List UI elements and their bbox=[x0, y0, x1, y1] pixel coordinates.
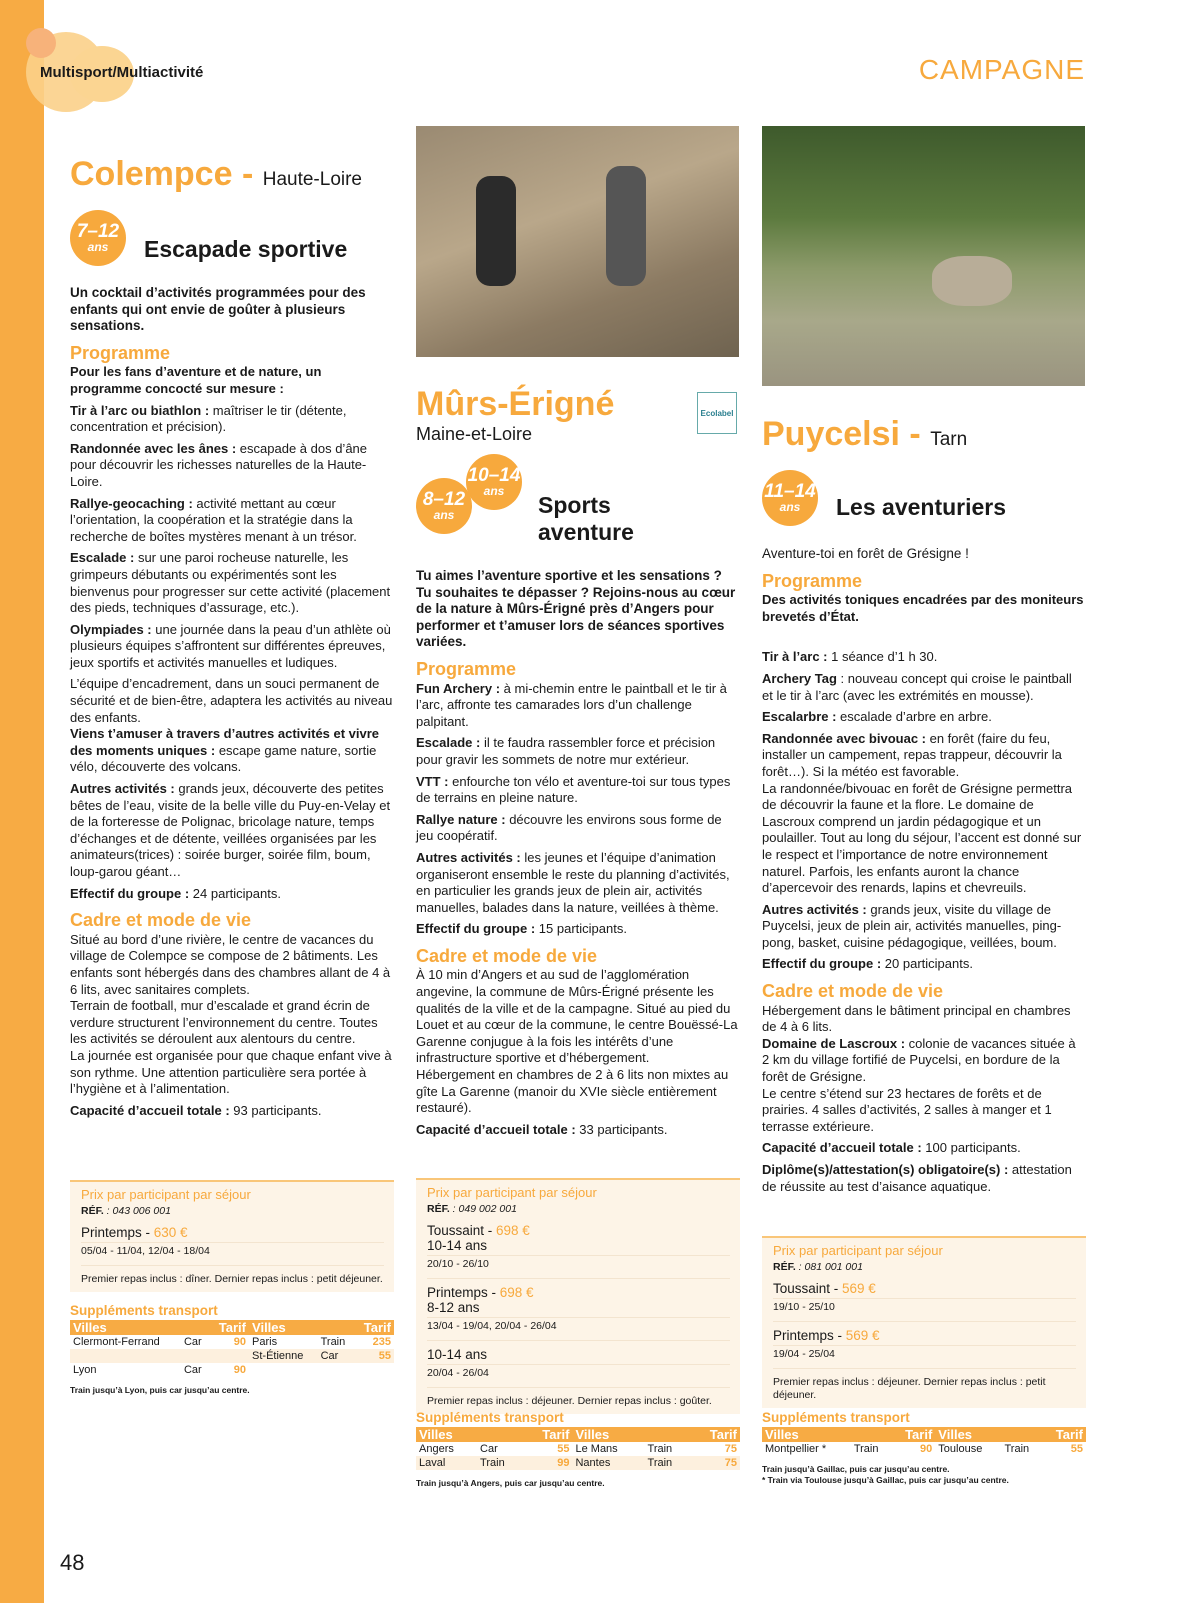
paragraph-text: 24 participants. bbox=[189, 885, 281, 901]
programme-list bbox=[416, 681, 740, 938]
table-row bbox=[416, 1456, 740, 1470]
city: Lyon bbox=[73, 1364, 97, 1376]
climber-figure bbox=[476, 176, 516, 286]
transport-supplements bbox=[416, 1410, 740, 1489]
paragraph-text: sur une paroi rocheuse naturelle, les grimpeurs débutants ou expérimentés sont les bienvenus pour progresser sur cette activité (placement des pieds, techniques d’assurage, etc.). bbox=[70, 550, 391, 616]
paragraph-text: grands jeux, découverte des petites bêtes de l’eau, visite de la belle ville du Puy-en-Velay et de la forteresse de Polignac, bricolage nature, temps d’échanges et de détente, veillées organisées par les animateurs(trices) : soirée burger, soirée film, boum, loup-garou géant… bbox=[70, 781, 391, 879]
side-strip bbox=[0, 0, 44, 1603]
city: Toulouse bbox=[938, 1443, 983, 1455]
paragraph-text: 20 participants. bbox=[881, 956, 973, 972]
ref-label: RÉF. bbox=[81, 1205, 104, 1217]
title-text: Colempce - bbox=[70, 155, 263, 193]
paragraph-lead: Tir à l’arc : bbox=[762, 649, 828, 665]
paragraph bbox=[70, 403, 394, 436]
activity-title: Escapade sportive bbox=[144, 235, 348, 262]
paragraph-lead: Rallye-geocaching : bbox=[70, 495, 193, 511]
tariff: 90 bbox=[233, 1364, 247, 1376]
column-header: Tarif bbox=[209, 1320, 249, 1335]
mode: Train bbox=[477, 1456, 523, 1470]
age-range: 10–14 bbox=[467, 464, 521, 486]
paragraph-text: 100 participants. bbox=[921, 1140, 1021, 1156]
age-activity-row bbox=[762, 470, 1086, 526]
paragraph bbox=[762, 1036, 1086, 1086]
paragraph-text: colonie de vacances située à 2 km du village fortifié de Puycelsi, en bordure de la forêt de Grésigne. bbox=[762, 1035, 1076, 1085]
paragraph-text: les jeunes et l’équipe d’animation organiseront ensemble le reste du planning d’activités, en particulier les grands jeux de plein air, activités manuelles, balades dans la nature, veillées à thème. bbox=[416, 849, 730, 915]
paragraph-text: maîtriser le tir (détente, concentration et précision). bbox=[70, 402, 347, 435]
paragraph-text: 93 participants. bbox=[229, 1102, 322, 1118]
paragraph-lead: Domaine de Lascroux : bbox=[762, 1035, 906, 1051]
price-box bbox=[416, 1178, 740, 1414]
programme-heading: Programme bbox=[762, 570, 863, 591]
age-unit: ans bbox=[483, 483, 505, 498]
age-group: 10-14 ans bbox=[427, 1347, 488, 1362]
paragraph bbox=[70, 496, 394, 546]
ref-number: : 043 006 001 bbox=[103, 1205, 171, 1217]
paragraph bbox=[416, 921, 740, 938]
age-range: 7–12 bbox=[76, 220, 120, 242]
transport-heading: Suppléments transport bbox=[416, 1410, 564, 1425]
city bbox=[249, 1363, 318, 1377]
region: Tarn bbox=[930, 429, 968, 450]
dates: 05/04 - 11/04, 12/04 - 18/04 bbox=[81, 1243, 384, 1266]
paragraph-text: enfourche ton vélo et aventure-toi sur tous types de terrains en pleine nature. bbox=[416, 773, 731, 806]
age-badge bbox=[70, 210, 126, 266]
paragraph-lead: Autres activités : bbox=[762, 901, 867, 917]
season-name: Printemps - bbox=[773, 1328, 846, 1343]
tariff: 235 bbox=[372, 1336, 391, 1348]
climbing-wall-photo bbox=[416, 126, 739, 357]
age-activity-row bbox=[416, 452, 740, 545]
season-name: Toussaint - bbox=[427, 1223, 497, 1238]
paragraph-lead: Fun Archery : bbox=[416, 680, 501, 696]
paragraph-text: une journée dans la peau d’un athlète où plusieurs équipes s’affrontent sur différentes épreuves, jeux sportifs et activités manuelles et ludiques. bbox=[70, 621, 391, 670]
dates: 13/04 - 19/04, 20/04 - 26/04 bbox=[427, 1318, 730, 1341]
paragraph-lead: Autres activités : bbox=[416, 849, 521, 865]
column-header: Villes bbox=[249, 1320, 354, 1335]
paragraph-text: il te faudra rassembler force et précision pour gravir les sommets de notre mur extérieur. bbox=[416, 735, 716, 767]
cadre-list bbox=[70, 932, 394, 1120]
paragraph-lead: Autres activités : bbox=[70, 781, 175, 797]
programme-list bbox=[762, 649, 1086, 973]
ecolabel-logo: Ecolabel bbox=[697, 392, 737, 434]
paragraph bbox=[762, 902, 1086, 952]
table-row bbox=[762, 1442, 1086, 1456]
paragraph bbox=[416, 681, 740, 731]
column-header: Villes bbox=[572, 1427, 690, 1442]
paragraph bbox=[70, 886, 394, 903]
mode: Car bbox=[318, 1349, 355, 1363]
age-activity-row bbox=[70, 210, 394, 266]
paragraph bbox=[762, 1086, 1086, 1136]
tariff: 90 bbox=[233, 1336, 247, 1348]
dates: 20/10 - 26/10 bbox=[427, 1256, 730, 1279]
paragraph bbox=[416, 850, 740, 916]
tariff: 75 bbox=[724, 1443, 737, 1455]
paragraph bbox=[70, 622, 394, 672]
age-unit: ans bbox=[87, 239, 109, 254]
meals-info: Premier repas inclus : déjeuner. Dernier repas inclus : goûter. bbox=[427, 1395, 712, 1407]
paragraph bbox=[416, 812, 740, 845]
column-header: Villes bbox=[935, 1427, 1042, 1442]
mode: Car bbox=[183, 1336, 202, 1348]
tariff: 55 bbox=[354, 1349, 394, 1363]
tariff bbox=[209, 1349, 249, 1363]
price-value: 698 € bbox=[499, 1285, 534, 1300]
paragraph bbox=[416, 774, 740, 807]
paragraph-lead: Escalade : bbox=[416, 735, 481, 751]
ref-label: RÉF. bbox=[773, 1261, 796, 1273]
price-box bbox=[762, 1236, 1086, 1408]
price-value: 569 € bbox=[842, 1281, 876, 1296]
age-badge bbox=[416, 478, 472, 534]
paragraph-text: : nouveau concept qui croise le paintball et le tir à l’arc (avec les extrémités en mousse). bbox=[762, 670, 1072, 703]
intro-text: Un cocktail d’activités programmées pour des enfants qui ont envie de goûter à plusieurs sensations. bbox=[70, 285, 366, 334]
tariff: 75 bbox=[690, 1456, 740, 1470]
column-header: Tarif bbox=[891, 1427, 935, 1442]
paragraph-lead: Capacité d’accueil totale : bbox=[416, 1121, 576, 1137]
dates: 19/10 - 25/10 bbox=[773, 1299, 1076, 1322]
paragraph bbox=[70, 1048, 394, 1098]
city: Clermont-Ferrand bbox=[73, 1336, 160, 1348]
page-number: 48 bbox=[60, 1550, 85, 1575]
paragraph-text: escape game nature, sortie vélo, découverte des volcans. bbox=[70, 742, 377, 775]
region: Maine-et-Loire bbox=[416, 424, 533, 444]
mode: Train bbox=[853, 1443, 879, 1455]
ref-number: : 081 001 001 bbox=[795, 1261, 863, 1273]
mode bbox=[318, 1363, 355, 1377]
city: St-Étienne bbox=[249, 1349, 318, 1363]
city bbox=[70, 1349, 181, 1363]
season-name: Printemps - bbox=[81, 1225, 154, 1240]
paragraph-lead: Randonnée avec bivouac : bbox=[762, 730, 926, 746]
city: Paris bbox=[252, 1336, 278, 1348]
title-text: Puycelsi - bbox=[762, 415, 931, 453]
activity-title: Sports aventure bbox=[538, 492, 634, 545]
table-row bbox=[416, 1442, 740, 1456]
paragraph-lead: Diplôme(s)/attestation(s) obligatoire(s) : bbox=[762, 1162, 1009, 1177]
paragraph-text: La journée est organisée pour que chaque enfant vive à son rythme. Une attention particulière sera portée à l’hygiène et à l’alimentation. bbox=[70, 1047, 392, 1097]
paragraph bbox=[70, 781, 394, 881]
theme-label: CAMPAGNE bbox=[918, 54, 1085, 85]
column-header: Villes bbox=[416, 1427, 523, 1442]
transport-supplements bbox=[762, 1410, 1086, 1486]
intro-text: Tu aimes l’aventure sportive et les sensations ? Tu souhaites te dépasser ? Rejoins-nous au cœur de la nature à Mûrs-Érigné près d’Angers pour performer et t’amuser lors de séances sportives variées. bbox=[416, 568, 736, 650]
paragraph-lead: VTT : bbox=[416, 773, 449, 789]
paragraph-text: La randonnée/bivouac en forêt de Grésigne permettra de découvrir la faune et la flore. Le domaine de Lascroux comprend un jardin pédagogique et un poulailler. Tout au long du séjour, l’accent est donné sur le respect et l’importance de notre environnement naturel. Parfois, les enfants auront la chance d’apercevoir des renards, lapins et chevreuils. bbox=[762, 780, 1082, 896]
destination-title bbox=[70, 154, 394, 200]
paragraph-text: Terrain de football, mur d’escalade et grand écrin de verdure structurent l’environnement du centre. Toutes les activités se déroulent aux alentours du centre. bbox=[70, 998, 378, 1047]
cadre-heading: Cadre et mode de vie bbox=[762, 981, 944, 1002]
age-group: 8-12 ans bbox=[427, 1300, 480, 1315]
paragraph-text: Le centre s’étend sur 23 hectares de forêts et de prairies. 4 salles d’activités, 2 salles à manger et 1 terrasse extérieure. bbox=[762, 1085, 1052, 1134]
column-colempce bbox=[70, 154, 394, 1124]
meals-info: Premier repas inclus : dîner. Dernier repas inclus : petit déjeuner. bbox=[81, 1273, 383, 1285]
paragraph-text: escapade à dos d’âne pour découvrir les richesses naturelles de la Haute-Loire. bbox=[70, 440, 368, 489]
cadre-list bbox=[416, 967, 740, 1138]
campfire-group-photo bbox=[762, 126, 1085, 386]
paragraph-lead: Randonnée avec les ânes : bbox=[70, 440, 237, 456]
note-line: * Train via Toulouse jusqu’à Gaillac, puis car jusqu’au centre. bbox=[762, 1475, 1009, 1485]
tariff: 55 bbox=[557, 1443, 570, 1455]
age-unit: ans bbox=[433, 507, 455, 522]
tariff bbox=[354, 1363, 394, 1377]
mode: Car bbox=[183, 1364, 202, 1376]
intro-text: Aventure-toi en forêt de Grésigne ! bbox=[762, 546, 969, 561]
mode: Train bbox=[320, 1336, 346, 1348]
transport-supplements bbox=[70, 1303, 394, 1396]
column-header: Tarif bbox=[690, 1427, 740, 1442]
paragraph-lead: Olympiades : bbox=[70, 621, 152, 637]
paragraph-text: escalade d’arbre en arbre. bbox=[836, 709, 992, 725]
paragraph-lead: Effectif du groupe : bbox=[416, 921, 536, 937]
paragraph-lead: Capacité d’accueil totale : bbox=[70, 1102, 230, 1118]
age-group: 10-14 ans bbox=[427, 1238, 488, 1253]
region: Haute-Loire bbox=[262, 169, 362, 190]
paragraph bbox=[416, 1122, 740, 1139]
paragraph-text: en forêt (faire du feu, installer un campement, repas trappeur, découvrir la forêt…). Si la météo est favorable. bbox=[762, 730, 1062, 779]
cadre-heading: Cadre et mode de vie bbox=[416, 945, 598, 966]
column-header: Tarif bbox=[523, 1427, 573, 1442]
paragraph-text: L’équipe d’encadrement, dans un souci permanent de sécurité et de bien-être, adaptera les activités au niveau des enfants. bbox=[70, 676, 393, 725]
transport-notes bbox=[416, 1478, 740, 1489]
paragraph-text: Hébergement dans le bâtiment principal en chambres de 4 à 6 lits. bbox=[762, 1002, 1071, 1035]
price-box bbox=[70, 1180, 394, 1292]
paragraph-text: à mi-chemin entre le paintball et le tir à l’arc, affronte tes camarades lors d’un challenge palpitant. bbox=[416, 680, 727, 729]
paragraph-lead: Effectif du groupe : bbox=[762, 956, 882, 972]
tariff: 99 bbox=[523, 1456, 573, 1470]
paragraph bbox=[762, 709, 1086, 726]
transport-notes bbox=[70, 1385, 394, 1396]
price-heading: Prix par participant par séjour bbox=[773, 1243, 943, 1258]
column-puycelsi bbox=[762, 414, 1086, 1200]
destination-title: Mûrs-Érigné bbox=[416, 385, 615, 423]
season-price bbox=[427, 1223, 730, 1256]
mode: Train bbox=[647, 1443, 673, 1455]
paragraph-lead: Escalarbre : bbox=[762, 709, 837, 725]
paragraph bbox=[762, 1003, 1086, 1036]
season-price bbox=[81, 1225, 384, 1243]
price-value: 569 € bbox=[845, 1328, 880, 1343]
table-row bbox=[70, 1349, 394, 1363]
transport-notes bbox=[762, 1464, 1086, 1486]
price-heading: Prix par participant par séjour bbox=[81, 1187, 251, 1202]
paragraph-text: grands jeux, visite du village de Puycelsi, jeux de plein air, activités manuelles, ping-pong, basket, cuisine pédagogique, veillées, boum. bbox=[762, 901, 1062, 950]
column-header: Tarif bbox=[354, 1320, 394, 1335]
city: Nantes bbox=[572, 1456, 644, 1470]
programme-list bbox=[70, 403, 394, 903]
price-value: 630 € bbox=[153, 1225, 188, 1240]
transport-heading: Suppléments transport bbox=[70, 1303, 218, 1318]
paragraph-text: activité mettant au cœur l’orientation, la coopération et la stratégie dans la recherche de boîtes mystères menant à un trésor. bbox=[70, 495, 357, 544]
season-name: Toussaint - bbox=[773, 1281, 843, 1296]
city: Laval bbox=[416, 1456, 477, 1470]
ref-number: : 049 002 001 bbox=[449, 1203, 517, 1215]
city: Le Mans bbox=[575, 1443, 618, 1455]
cadre-heading: Cadre et mode de vie bbox=[70, 910, 252, 931]
paragraph-lead: Capacité d’accueil totale : bbox=[762, 1140, 922, 1156]
transport-heading: Suppléments transport bbox=[762, 1410, 910, 1425]
city: Montpellier * bbox=[765, 1443, 827, 1455]
paragraph-text: découvre les environs sous forme de jeu coopératif. bbox=[416, 811, 722, 844]
paragraph bbox=[416, 735, 740, 768]
paragraph bbox=[762, 781, 1086, 897]
paragraph bbox=[762, 649, 1086, 666]
paragraph-text: 1 séance d’1 h 30. bbox=[827, 649, 938, 665]
reference bbox=[81, 1205, 384, 1218]
season-price bbox=[427, 1347, 730, 1365]
climber-figure bbox=[606, 166, 646, 286]
season-name: Printemps - bbox=[427, 1285, 500, 1300]
paragraph bbox=[70, 726, 394, 776]
reference bbox=[773, 1261, 1076, 1274]
transport-table bbox=[416, 1427, 740, 1470]
programme-lead: Pour les fans d’aventure et de nature, un programme concocté sur mesure : bbox=[70, 364, 322, 396]
meals-info: Premier repas inclus : déjeuner. Dernier repas inclus : petit déjeuner. bbox=[773, 1376, 1046, 1401]
season-price bbox=[427, 1285, 730, 1318]
table-row bbox=[70, 1363, 394, 1377]
stone-pile bbox=[932, 256, 1012, 306]
paragraph bbox=[70, 550, 394, 616]
dates: 20/04 - 26/04 bbox=[427, 1365, 730, 1388]
paragraph bbox=[70, 1103, 394, 1120]
paragraph-text: Hébergement en chambres de 2 à 6 lits non mixtes au gîte La Garenne (manoir du XVIe siècle entièrement restauré). bbox=[416, 1067, 729, 1116]
transport-table bbox=[762, 1427, 1086, 1456]
paragraph bbox=[70, 998, 394, 1048]
paragraph-lead: Rallye nature : bbox=[416, 811, 506, 827]
paragraph bbox=[762, 1162, 1086, 1195]
paragraph bbox=[416, 967, 740, 1067]
note-line: Train jusqu’à Gaillac, puis car jusqu’au centre. bbox=[762, 1464, 950, 1474]
paragraph-lead: Escalade : bbox=[70, 550, 135, 566]
dates: 19/04 - 25/04 bbox=[773, 1346, 1076, 1369]
paragraph-lead: Viens t’amuser à travers d’autres activités et vivre des moments uniques : bbox=[70, 726, 380, 758]
age-range: 8–12 bbox=[422, 488, 466, 510]
paragraph bbox=[70, 676, 394, 726]
programme-heading: Programme bbox=[416, 658, 517, 679]
paragraph bbox=[762, 671, 1086, 704]
paragraph-text: 33 participants. bbox=[575, 1121, 668, 1137]
mode: Car bbox=[480, 1443, 498, 1455]
activity-title: Les aventuriers bbox=[836, 493, 1007, 520]
paragraph bbox=[416, 1067, 740, 1117]
price-value: 698 € bbox=[496, 1223, 530, 1238]
table-row bbox=[70, 1335, 394, 1349]
column-header: Tarif bbox=[1042, 1427, 1086, 1442]
note-line: Train jusqu’à Angers, puis car jusqu’au centre. bbox=[416, 1478, 605, 1488]
paragraph-text: Situé au bord d’une rivière, le centre de vacances du village de Colempce se compose de 2 bâtiments. Les enfants sont hébergés dans des chambres allant de 4 à 6 lits, avec sanitaires complets. bbox=[70, 931, 391, 997]
paragraph bbox=[762, 731, 1086, 781]
paragraph bbox=[762, 1140, 1086, 1157]
paragraph-lead: Effectif du groupe : bbox=[70, 885, 190, 901]
tariff: 55 bbox=[1070, 1443, 1083, 1455]
age-range: 11–14 bbox=[764, 480, 816, 502]
destination-title bbox=[762, 414, 1086, 460]
ref-label: RÉF. bbox=[427, 1203, 450, 1215]
city: Angers bbox=[419, 1443, 454, 1455]
paragraph-text: À 10 min d’Angers et au sud de l’agglomération angevine, la commune de Mûrs-Érigné présente les qualités de la ville et de la campagne. Situé au pied du Louet et au cœur de la commune, le centre Bouëssé-La Garenne conjugue à la fois les intérêts d’une infrastructure sportive et d’hébergement. bbox=[416, 967, 738, 1066]
price-heading: Prix par participant par séjour bbox=[427, 1185, 597, 1200]
cadre-list bbox=[762, 1003, 1086, 1196]
season-price bbox=[773, 1281, 1076, 1299]
paragraph-text: attestation de réussite au test d’aisance aquatique. bbox=[762, 1162, 1072, 1194]
age-badge bbox=[762, 470, 818, 526]
paragraph bbox=[70, 932, 394, 998]
tariff: 90 bbox=[920, 1443, 933, 1455]
age-badge bbox=[466, 454, 522, 510]
age-unit: ans bbox=[779, 499, 801, 514]
paragraph-text: 15 participants. bbox=[535, 921, 627, 937]
paragraph bbox=[70, 441, 394, 491]
mode bbox=[181, 1349, 209, 1363]
paragraph bbox=[762, 956, 1086, 973]
column-header: Villes bbox=[70, 1320, 209, 1335]
mode: Train bbox=[1004, 1443, 1030, 1455]
paragraph-lead: Archery Tag bbox=[762, 670, 837, 686]
column-header: Villes bbox=[762, 1427, 891, 1442]
category-label: Multisport/Multiactivité bbox=[40, 64, 204, 81]
mode: Train bbox=[645, 1456, 691, 1470]
note-line: Train jusqu’à Lyon, puis car jusqu’au centre. bbox=[70, 1385, 250, 1395]
column-murs-erigne bbox=[416, 384, 740, 1143]
transport-table bbox=[70, 1320, 394, 1377]
reference bbox=[427, 1203, 730, 1216]
programme-heading: Programme bbox=[70, 342, 171, 363]
paragraph-lead: Tir à l’arc ou biathlon : bbox=[70, 402, 210, 418]
programme-lead: Des activités toniques encadrées par des moniteurs brevetés d’État. bbox=[762, 592, 1084, 624]
decor-bubble bbox=[26, 28, 56, 58]
season-price bbox=[773, 1328, 1076, 1346]
